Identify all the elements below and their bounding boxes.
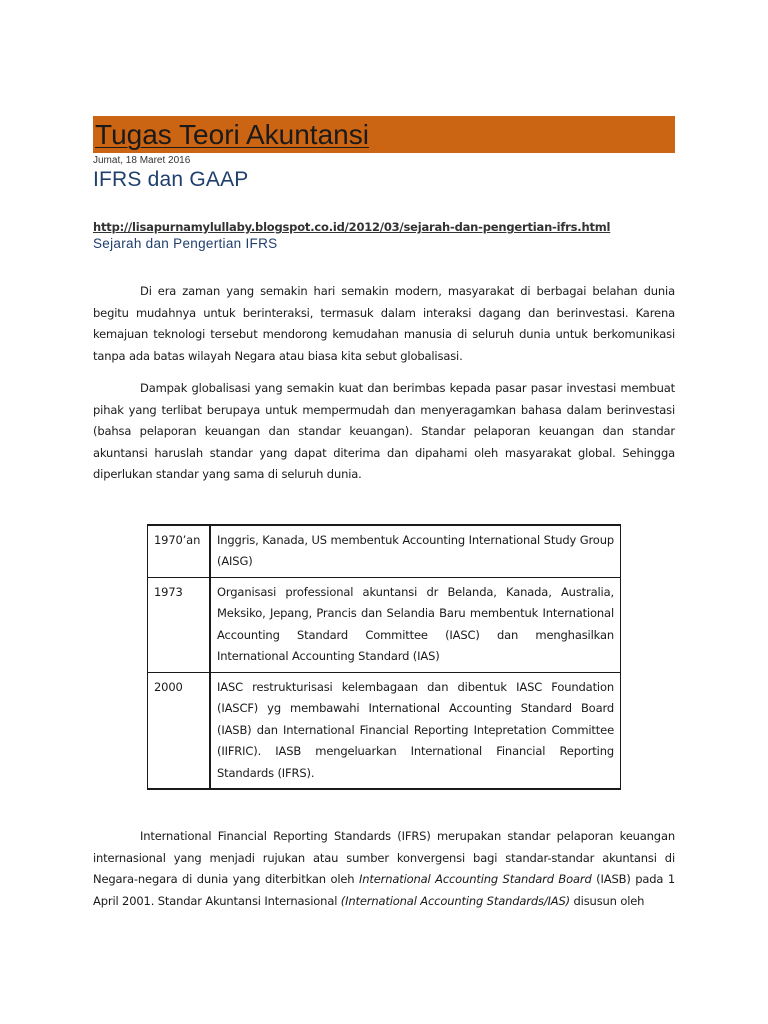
section-heading: Sejarah dan Pengertian IFRS: [93, 236, 278, 251]
paragraph-text: disusun oleh: [570, 893, 645, 908]
post-date: Jumat, 18 Maret 2016: [93, 155, 191, 166]
blog-header: [93, 116, 675, 153]
history-table: [147, 524, 621, 791]
year-cell: 2000: [148, 672, 211, 789]
source-link[interactable]: http://lisapurnamylullaby.blogspot.co.id/2012/03/sejarah-dan-pengertian-ifrs.html: [93, 220, 611, 234]
table-row: [148, 577, 621, 672]
paragraph: [93, 826, 675, 912]
description-cell: IASC restrukturisasi kelembagaan dan dibentuk IASC Foundation (IASCF) yg membawahi International Accounting Standard Board (IASB) dan International Financial Reporting Intepretation Committee (IIFRIC). IASB mengeluarkan International Financial Reporting Standards (IFRS).: [210, 672, 621, 789]
blog-post: [93, 116, 675, 912]
description-cell: Organisasi professional akuntansi dr Belanda, Kanada, Australia, Meksiko, Jepang, Prancis dan Selandia Baru membentuk International Accounting Standard Committee (IASC) dan menghasilkan International Accounting Standard (IAS): [210, 577, 621, 672]
paragraph: Dampak globalisasi yang semakin kuat dan berimbas kepada pasar pasar investasi membuat pihak yang terlibat berupaya untuk mempermudah dan menyeragamkan bahasa dalam berinvestasi (bahsa pelaporan keuangan dan standar keuangan). Standar pelaporan keuangan dan standar akuntansi haruslah standar yang dapat diterima dan dipahami oleh masyarakat global. Sehingga diperlukan standar yang sama di seluruh dunia.: [93, 381, 675, 481]
paragraph-text: (IASB) pada 1 April 2001. Standar Akuntansi Internasional: [93, 872, 675, 908]
year-cell: 1973: [148, 577, 211, 672]
post-title: IFRS dan GAAP: [93, 168, 249, 191]
year-cell: 1970’an: [148, 525, 211, 578]
paragraph-text: International Financial Reporting Standards (IFRS) merupakan standar pelaporan keuangan internasional yang menjadi rujukan atau sumber konvergensi bagi standar-standar akuntansi di Negara-negara di dunia yang diterbitkan oleh: [93, 829, 675, 886]
table-row: [148, 672, 621, 789]
emphasis-text: International Accounting Standard Board: [358, 872, 592, 886]
table-row: [148, 525, 621, 578]
description-cell: Inggris, Kanada, US membentuk Accounting International Study Group (AISG): [210, 525, 621, 578]
blog-title-link[interactable]: Tugas Teori Akuntansi: [95, 118, 369, 150]
paragraph: Di era zaman yang semakin hari semakin modern, masyarakat di berbagai belahan dunia begitu mudahnya untuk berinteraksi, termasuk dalam interaksi dagang dan berinvestasi. Karena kemajuan teknologi tersebut mendorong kemudahan manusia di seluruh dunia untuk berkomunikasi tanpa ada batas wilayah Negara atau biasa kita sebut globalisasi.: [93, 284, 675, 363]
emphasis-text: (International Accounting Standards/IAS): [340, 893, 571, 908]
